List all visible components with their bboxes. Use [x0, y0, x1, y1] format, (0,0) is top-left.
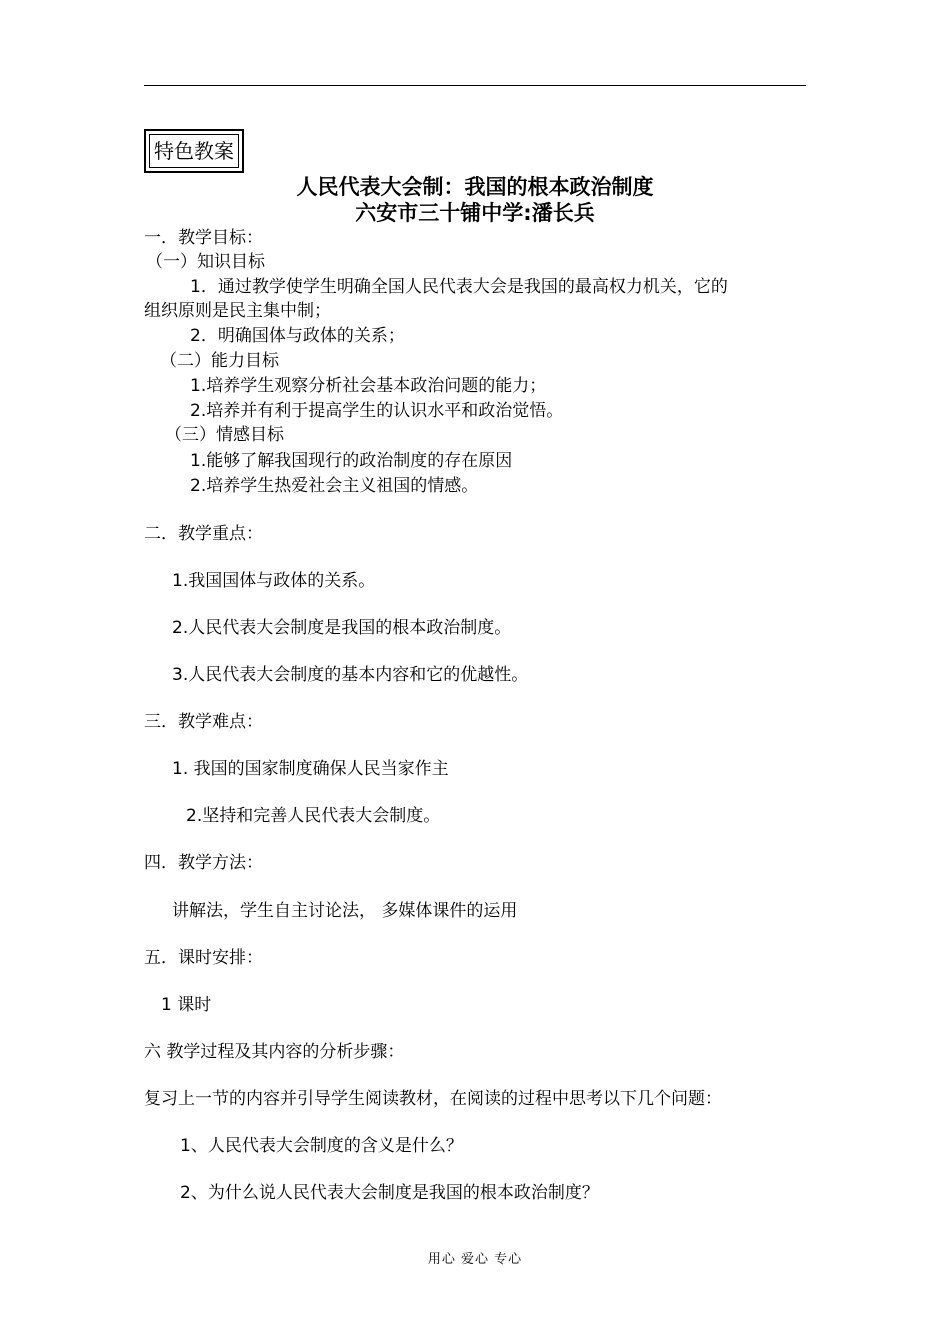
paragraph: 讲解法，学生自主讨论法， 多媒体课件的运用	[172, 901, 518, 921]
list-item: 1.我国国体与政体的关系。	[172, 571, 376, 591]
list-item: 1．通过教学使学生明确全国人民代表大会是我国的最高权力机关，它的	[190, 277, 728, 297]
section-heading: 五．课时安排：	[144, 948, 263, 968]
list-item: 2.培养并有利于提高学生的认识水平和政治觉悟。	[190, 401, 564, 421]
list-item: 3.人民代表大会制度的基本内容和它的优越性。	[172, 665, 529, 685]
section-heading: 四．教学方法：	[144, 853, 263, 873]
list-item: 2.培养学生热爱社会主义祖国的情感。	[190, 476, 479, 496]
question-item: 1、人民代表大会制度的含义是什么？	[180, 1136, 463, 1156]
section-heading: 三．教学难点：	[144, 712, 263, 732]
document-author: 六安市三十铺中学:潘长兵	[355, 201, 595, 225]
paragraph: 复习上一节的内容并引导学生阅读教材，在阅读的过程中思考以下几个问题：	[144, 1089, 722, 1109]
list-item-continuation: 组织原则是民主集中制；	[144, 301, 331, 321]
paragraph: 1 课时	[161, 995, 212, 1015]
section-heading: 一．教学目标：	[144, 228, 263, 248]
subsection-heading: （三）情感目标	[165, 425, 284, 445]
subsection-heading: （一）知识目标	[146, 252, 265, 272]
question-item: 2、为什么说人民代表大会制度是我国的根本政治制度？	[180, 1183, 599, 1203]
list-item: 2.坚持和完善人民代表大会制度。	[186, 806, 441, 826]
list-item: 1.能够了解我国现行的政治制度的存在原因	[190, 451, 513, 471]
list-item: 1. 我国的国家制度确保人民当家作主	[172, 759, 449, 779]
page-footer: 用心 爱心 专心	[427, 1252, 523, 1267]
section-heading: 六 教学过程及其内容的分析步骤：	[144, 1042, 405, 1062]
feature-badge-label: 特色教案	[149, 134, 239, 168]
list-item: 1.培养学生观察分析社会基本政治问题的能力；	[190, 376, 547, 396]
header-rule	[144, 85, 806, 86]
list-item: 2．明确国体与政体的关系；	[190, 326, 405, 346]
subsection-heading: （二）能力目标	[160, 351, 279, 371]
feature-badge	[144, 129, 244, 173]
section-heading: 二．教学重点：	[144, 524, 263, 544]
list-item: 2.人民代表大会制度是我国的根本政治制度。	[172, 618, 512, 638]
document-title: 人民代表大会制：我国的根本政治制度	[296, 175, 654, 199]
